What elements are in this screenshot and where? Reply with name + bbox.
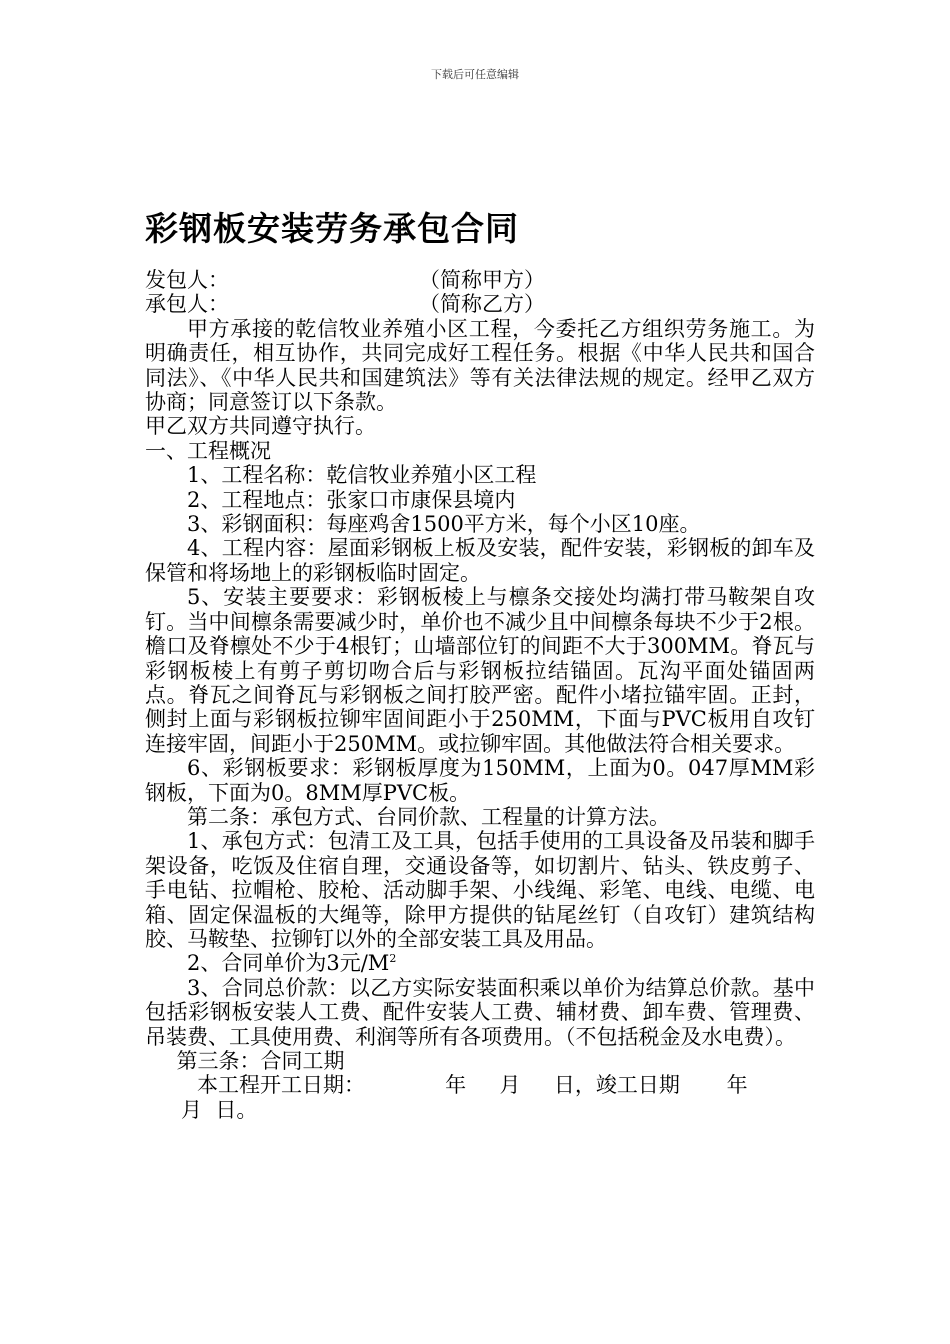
intro-paragraph: 甲方承接的乾信牧业养殖小区工程，今委托乙方组织劳务施工。为明确责任，相互协作，共同完成好工程任务。根据《中华人民共和国合同法》、《中华人民共和国建筑法》等有关法律法规的规定。经甲乙双方协商；同意签订以下条款。 [145, 316, 815, 415]
party-row-subcontractor [145, 292, 815, 316]
document-title: 彩钢板安装劳务承包合同 [145, 209, 519, 248]
clause-item: 5、安装主要要求：彩钢板棱上与檩条交接处均满打带马鞍架自攻钉。当中间檩条需要减少时，单价也不减少且中间檩条每块不少于2根。檐口及脊檩处不少于4根钉；山墙部位钉的间距不大于300MM。脊瓦与彩钢板棱上有剪子剪切吻合后与彩钢板拉结锚固。瓦沟平面处锚固两点。脊瓦之间脊瓦与彩钢板之间打胶严密。配件小堵拉锚牢固。正封，侧封上面与彩钢板拉铆牢固间距小于250MM，下面与PVC板用自攻钉连接牢固，间距小于250MM。或拉铆牢固。其他做法符合相关要求。 [145, 585, 815, 756]
intro-tail: 甲乙双方共同遵守执行。 [145, 414, 376, 439]
party-label: 发包人： [145, 268, 229, 292]
section-heading: 第三条：合同工期 [176, 1049, 345, 1073]
clause-item: 3、彩钢面积：每座鸡舍1500平方米，每个小区10座。 [187, 512, 701, 537]
completion-date-line: 月 日。 [181, 1097, 258, 1122]
clause-item [145, 951, 815, 975]
clause-item: 1、承包方式：包清工及工具，包括手使用的工具设备及吊装和脚手架设备，吃饭及住宿自理，交通设备等，如切割片、钻头、铁皮剪子、手电钻、拉帽枪、胶枪、活动脚手架、小线绳、彩笔、电线、电缆、电箱、固定保温板的大绳等，除甲方提供的钻尾丝钉（自攻钉）建筑结构胶、马鞍垫、拉铆钉以外的全部安装工具及用品。 [145, 829, 815, 951]
section-heading: 第二条：承包方式、台同价款、工程量的计算方法。 [187, 804, 670, 829]
unit-price-text: 2、合同单价为3元/M [187, 951, 390, 976]
clause-item: 6、彩钢板要求：彩钢板厚度为150MM，上面为0。047厚MM彩钢板，下面为0。8MM厚PVC板。 [145, 756, 815, 805]
clause-item: 3、合同总价款：以乙方实际安装面积乘以单价为结算总价款。基中包括彩钢板安装人工费、配件安装人工费、辅材费、卸车费、管理费、吊装费、工具使用费、利润等所有各项费用。（不包括税金及水电费）。 [145, 975, 815, 1049]
unit-superscript: 2 [389, 952, 397, 966]
party-label: 承包人： [145, 292, 229, 317]
start-date-line: 本工程开工日期： 年 月 日，竣工日期 年 [197, 1073, 748, 1098]
clause-item: 1、工程名称：乾信牧业养殖小区工程 [187, 463, 537, 488]
party-row-contractor [145, 268, 815, 292]
contract-body [145, 268, 815, 1122]
clause-item: 2、工程地点：张家口市康保县境内 [187, 487, 516, 512]
party-note: （简称乙方） [419, 292, 545, 317]
party-note: （简称甲方） [419, 268, 545, 292]
header-note: 下载后可任意编辑 [431, 68, 519, 81]
clause-item: 4、工程内容：屋面彩钢板上板及安装，配件安装，彩钢板的卸车及保管和将场地上的彩钢板临时固定。 [145, 536, 815, 585]
section-heading: 一、工程概况 [145, 438, 271, 463]
